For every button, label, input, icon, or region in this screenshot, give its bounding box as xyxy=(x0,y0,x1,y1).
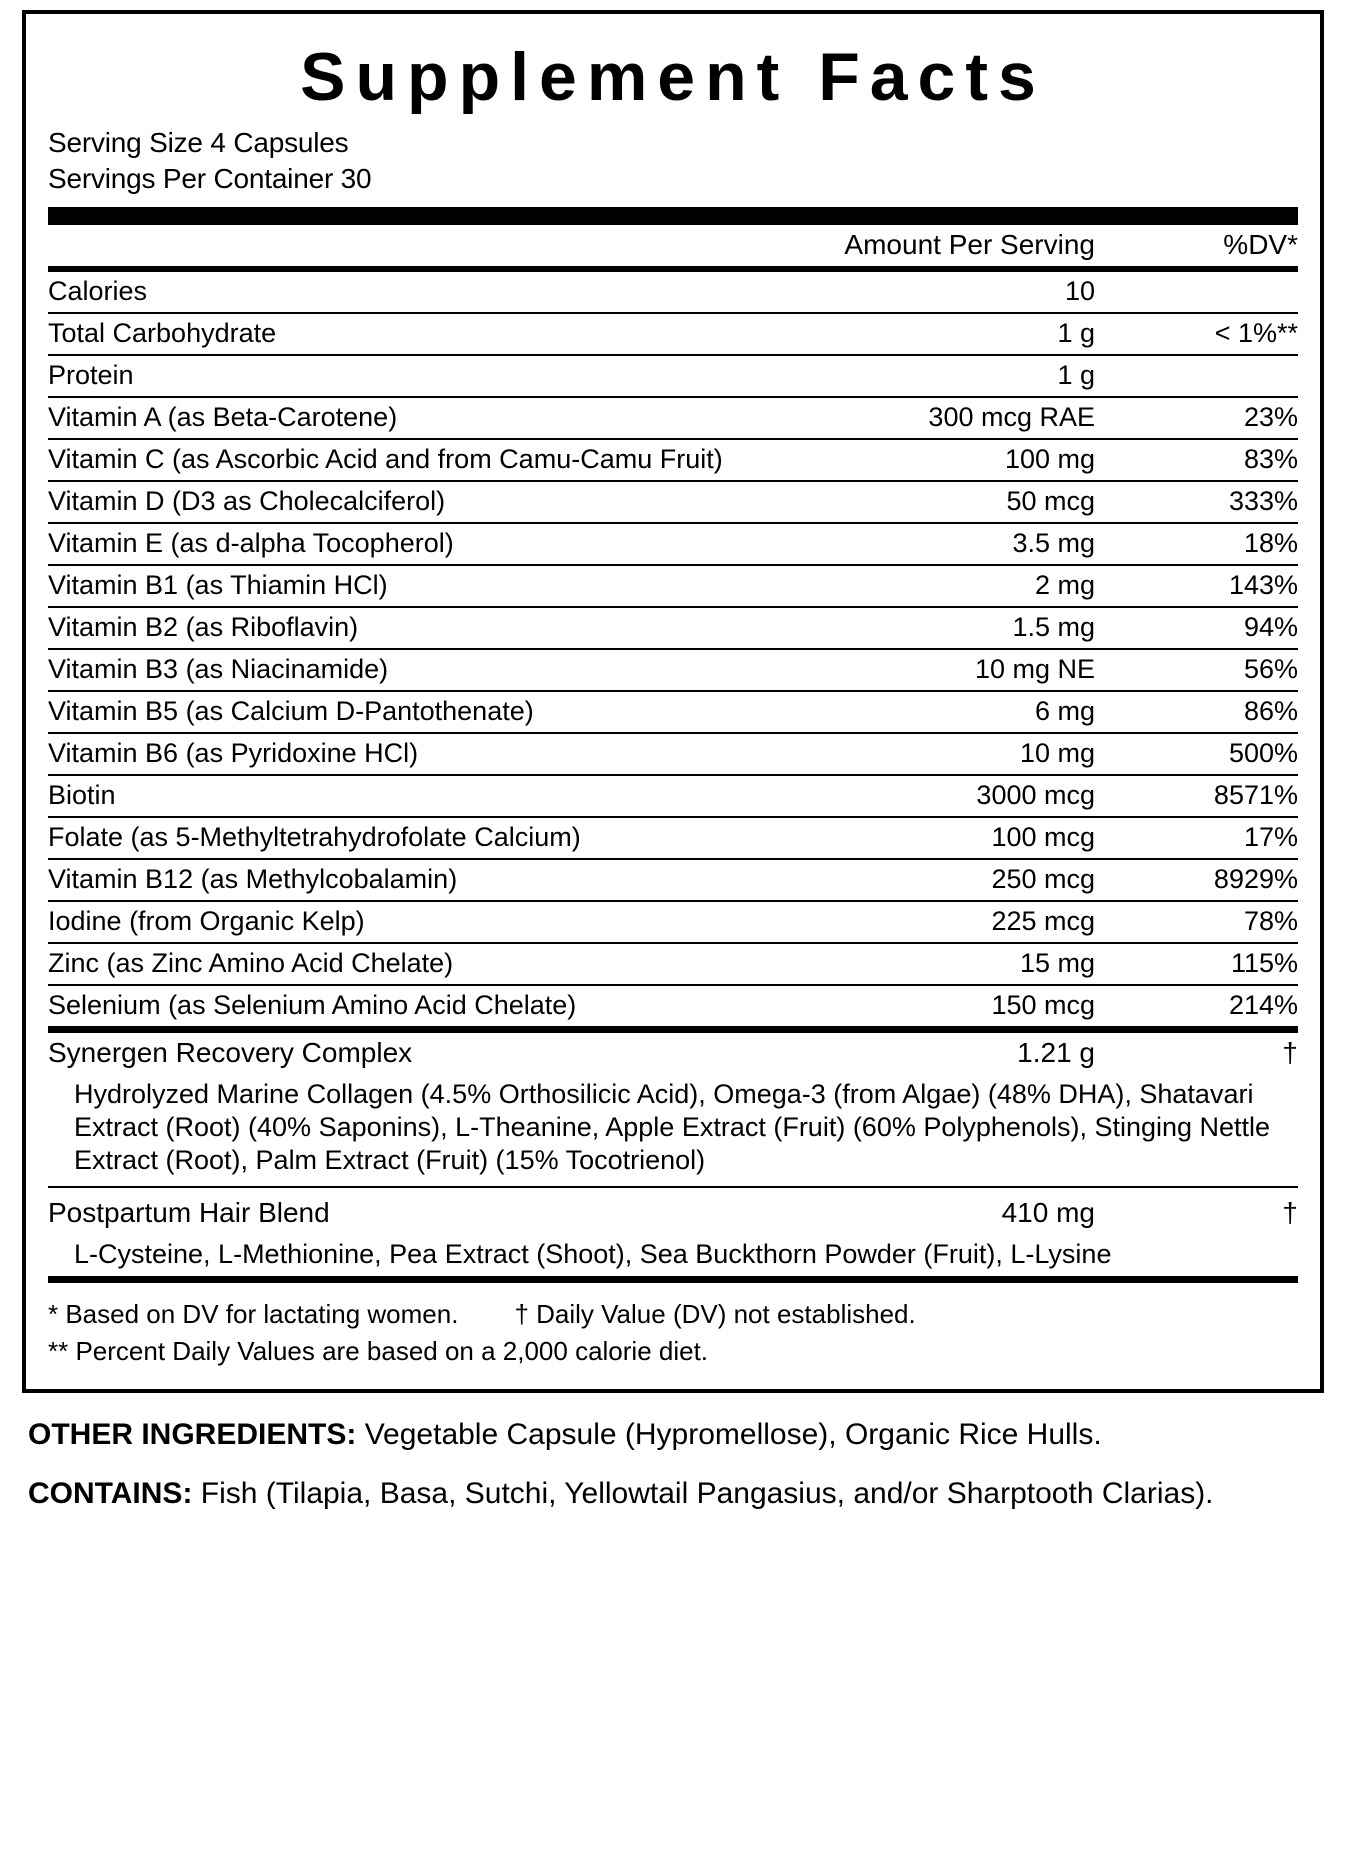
divider-thick-top xyxy=(48,207,1298,225)
divider-thin xyxy=(48,1186,1298,1188)
table-row xyxy=(48,691,1298,733)
nutrition-table-body xyxy=(48,225,1298,1026)
blend-ingredients-row xyxy=(48,1074,1298,1182)
servings-per-container: Servings Per Container 30 xyxy=(48,163,372,195)
other-ingredients-paragraph xyxy=(28,1415,1318,1454)
divider-blends-top xyxy=(48,1026,1298,1033)
serving-size: Serving Size 4 Capsules xyxy=(48,127,349,159)
contains-label: CONTAINS: xyxy=(28,1476,193,1510)
blend-divider-row xyxy=(48,1182,1298,1193)
nutrient-dv: 56% xyxy=(1103,649,1298,691)
nutrient-dv: 115% xyxy=(1103,943,1298,985)
nutrient-name: Vitamin B12 (as Methylcobalamin) xyxy=(48,859,756,901)
blends-table-body xyxy=(48,1033,1298,1276)
nutrient-amount: 1 g xyxy=(756,355,1103,397)
column-header-amount: Amount Per Serving xyxy=(756,225,1103,269)
table-row xyxy=(48,607,1298,649)
nutrient-amount: 150 mcg xyxy=(991,990,1095,1021)
blend-name: Synergen Recovery Complex xyxy=(48,1037,413,1069)
nutrient-name: Vitamin D (D3 as Cholecalciferol) xyxy=(48,481,756,523)
nutrient-name: Vitamin B6 (as Pyridoxine HCl) xyxy=(48,733,756,775)
supplement-facts-panel xyxy=(22,10,1324,1393)
nutrient-amount: 100 mcg xyxy=(756,817,1103,859)
table-row xyxy=(48,985,1298,1026)
nutrient-name: Protein xyxy=(48,355,756,397)
blend-amount: 1.21 g xyxy=(1017,1037,1095,1069)
table-row xyxy=(48,775,1298,817)
blend-divider-cell xyxy=(48,1182,1298,1193)
nutrient-amount: 6 mg xyxy=(756,691,1103,733)
nutrient-dv: 8571% xyxy=(1103,775,1298,817)
nutrient-dv: 333% xyxy=(1103,481,1298,523)
divider-footnotes-top xyxy=(48,1276,1298,1283)
table-row xyxy=(48,523,1298,565)
nutrient-dv: < 1%** xyxy=(1103,313,1298,355)
nutrient-dv xyxy=(1103,269,1298,313)
nutrient-name: Iodine (from Organic Kelp) xyxy=(48,901,756,943)
table-row xyxy=(48,817,1298,859)
blend-ingredients-row xyxy=(48,1234,1298,1276)
footnote-star: * Based on DV for lactating women. xyxy=(48,1298,459,1329)
nutrient-amount: 300 mcg RAE xyxy=(756,397,1103,439)
footnote-row-1 xyxy=(48,1297,1298,1332)
table-row xyxy=(48,439,1298,481)
table-row xyxy=(48,649,1298,691)
nutrient-name: Biotin xyxy=(48,775,756,817)
blend-dv: † xyxy=(1282,1196,1298,1228)
nutrient-dv: 83% xyxy=(1103,439,1298,481)
blend-header-row xyxy=(48,1193,1298,1234)
nutrient-amount: 250 mcg xyxy=(756,859,1103,901)
nutrient-amount: 3.5 mg xyxy=(756,523,1103,565)
blend-dv: † xyxy=(1282,1037,1298,1069)
nutrient-amount: 10 mg xyxy=(756,733,1103,775)
nutrient-name: Zinc (as Zinc Amino Acid Chelate) xyxy=(48,943,756,985)
column-header-name xyxy=(48,225,756,269)
contains-text: Fish (Tilapia, Basa, Sutchi, Yellowtail Pangasius, and/or Sharptooth Clarias). xyxy=(192,1476,1214,1510)
nutrient-dv: 94% xyxy=(1103,607,1298,649)
nutrient-dv: 214% xyxy=(1228,990,1298,1021)
nutrient-amount: 10 mg NE xyxy=(756,649,1103,691)
table-row xyxy=(48,481,1298,523)
nutrient-amount: 3000 mcg xyxy=(756,775,1103,817)
nutrient-name: Vitamin B2 (as Riboflavin) xyxy=(48,607,756,649)
nutrient-amount: 15 mg xyxy=(756,943,1103,985)
footnote-dagger: † Daily Value (DV) not established. xyxy=(514,1298,916,1329)
table-row xyxy=(48,313,1298,355)
nutrient-amount: 50 mcg xyxy=(756,481,1103,523)
table-row xyxy=(48,355,1298,397)
blend-header-row xyxy=(48,1033,1298,1074)
nutrient-name: Selenium (as Selenium Amino Acid Chelate) xyxy=(48,990,577,1021)
nutrient-dv: 500% xyxy=(1103,733,1298,775)
other-ingredients-text: Vegetable Capsule (Hypromellose), Organic Rice Hulls. xyxy=(356,1417,1102,1451)
blend-name: Postpartum Hair Blend xyxy=(48,1196,330,1228)
table-row xyxy=(48,901,1298,943)
table-row xyxy=(48,859,1298,901)
nutrient-name: Vitamin B1 (as Thiamin HCl) xyxy=(48,565,756,607)
table-row xyxy=(48,397,1298,439)
nutrient-amount: 10 xyxy=(756,269,1103,313)
nutrient-name: Calories xyxy=(48,269,756,313)
table-row xyxy=(48,733,1298,775)
nutrient-name: Folate (as 5-Methyltetrahydrofolate Calcium) xyxy=(48,817,756,859)
nutrition-table xyxy=(48,225,1298,1026)
footnote-double-star: ** Percent Daily Values are based on a 2,000 calorie diet. xyxy=(48,1335,709,1366)
nutrient-amount: 2 mg xyxy=(756,565,1103,607)
nutrient-name: Total Carbohydrate xyxy=(48,313,756,355)
nutrient-name: Vitamin C (as Ascorbic Acid and from Camu-Camu Fruit) xyxy=(48,439,756,481)
nutrient-dv: 23% xyxy=(1103,397,1298,439)
blend-amount: 410 mg xyxy=(1001,1196,1095,1228)
below-panel-text xyxy=(22,1393,1326,1513)
other-ingredients-label: OTHER INGREDIENTS: xyxy=(28,1417,357,1451)
nutrient-dv: 86% xyxy=(1103,691,1298,733)
nutrient-amount: 225 mcg xyxy=(756,901,1103,943)
table-row xyxy=(48,269,1298,313)
nutrient-dv xyxy=(1103,355,1298,397)
nutrient-amount: 1.5 mg xyxy=(756,607,1103,649)
footnotes xyxy=(48,1283,1298,1369)
blend-ingredients: Hydrolyzed Marine Collagen (4.5% Orthosilicic Acid), Omega-3 (from Algae) (48% DHA), Shatavari Extract (Root) (40% Saponins), L-Theanine, Apple Extract (Fruit) (60% Polyphenols), Stinging Nettle Extract (Root), Palm Extract (Fruit) (15% Tocotrienol) xyxy=(74,1079,1271,1175)
nutrient-amount: 100 mg xyxy=(756,439,1103,481)
column-header-dv: %DV* xyxy=(1103,225,1298,269)
nutrient-name: Vitamin A (as Beta-Carotene) xyxy=(48,397,756,439)
blends-table xyxy=(48,1033,1298,1276)
nutrient-name: Vitamin B3 (as Niacinamide) xyxy=(48,649,756,691)
contains-paragraph xyxy=(28,1474,1318,1513)
nutrient-dv: 8929% xyxy=(1103,859,1298,901)
table-row xyxy=(48,565,1298,607)
nutrient-name: Vitamin B5 (as Calcium D-Pantothenate) xyxy=(48,691,756,733)
table-header-row xyxy=(48,225,1298,269)
nutrient-dv: 78% xyxy=(1103,901,1298,943)
page-title: Supplement Facts xyxy=(300,39,1046,115)
nutrient-dv: 143% xyxy=(1103,565,1298,607)
table-row xyxy=(48,943,1298,985)
nutrient-name: Vitamin E (as d-alpha Tocopherol) xyxy=(48,523,756,565)
nutrient-amount: 1 g xyxy=(756,313,1103,355)
nutrient-dv: 18% xyxy=(1103,523,1298,565)
blend-ingredients: L-Cysteine, L-Methionine, Pea Extract (Shoot), Sea Buckthorn Powder (Fruit), L-Lysine xyxy=(74,1238,1112,1269)
nutrient-dv: 17% xyxy=(1103,817,1298,859)
